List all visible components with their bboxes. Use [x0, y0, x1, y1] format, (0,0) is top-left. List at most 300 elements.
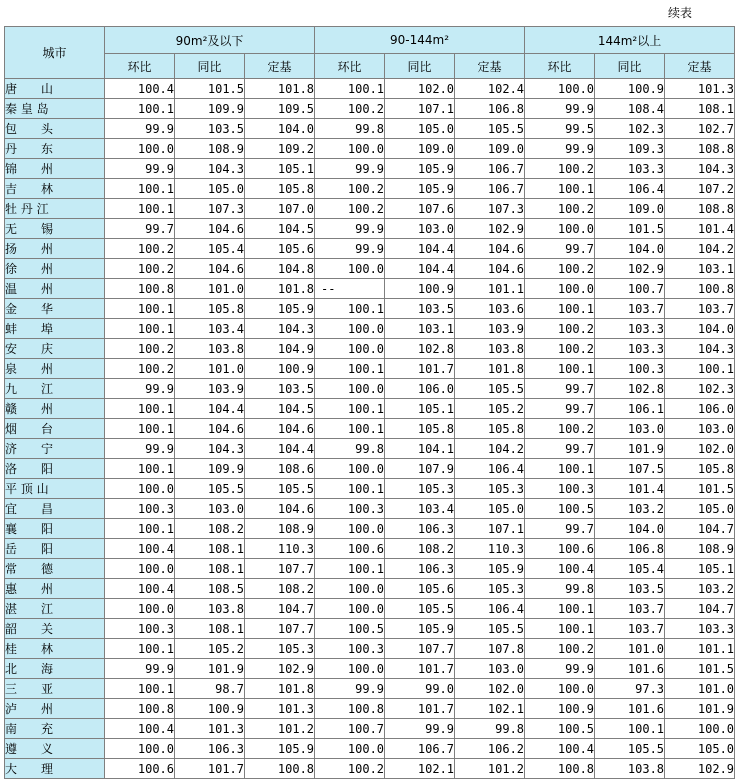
- value-cell: 100.0: [315, 599, 385, 619]
- table-row: [5, 99, 735, 119]
- value-cell: 105.5: [245, 479, 315, 499]
- value-cell: 101.9: [665, 699, 735, 719]
- value-cell: 107.7: [245, 559, 315, 579]
- table-row: [5, 639, 735, 659]
- value-cell: 100.1: [525, 459, 595, 479]
- value-cell: 104.5: [245, 399, 315, 419]
- value-cell: 101.3: [245, 699, 315, 719]
- value-cell: 101.1: [665, 639, 735, 659]
- value-cell: 108.9: [665, 539, 735, 559]
- value-cell: 102.7: [665, 119, 735, 139]
- value-cell: 100.0: [105, 739, 175, 759]
- value-cell: 104.6: [175, 419, 245, 439]
- value-cell: 103.8: [175, 599, 245, 619]
- value-cell: 100.6: [105, 759, 175, 779]
- table-row: [5, 579, 735, 599]
- table-row: [5, 139, 735, 159]
- value-cell: 100.1: [315, 419, 385, 439]
- value-cell: 108.1: [175, 539, 245, 559]
- value-cell: 101.7: [385, 699, 455, 719]
- value-cell: 105.3: [455, 579, 525, 599]
- value-cell: 100.2: [525, 339, 595, 359]
- value-cell: 100.4: [105, 79, 175, 99]
- table-row: [5, 239, 735, 259]
- city-cell: 徐 州: [5, 259, 105, 279]
- city-cell: 吉 林: [5, 179, 105, 199]
- value-cell: 106.3: [385, 559, 455, 579]
- value-cell: 106.3: [385, 519, 455, 539]
- value-cell: 100.1: [315, 559, 385, 579]
- city-cell: 惠 州: [5, 579, 105, 599]
- value-cell: 105.8: [665, 459, 735, 479]
- value-cell: 100.2: [315, 199, 385, 219]
- value-cell: 107.1: [385, 99, 455, 119]
- table-row: [5, 419, 735, 439]
- value-cell: 100.1: [315, 359, 385, 379]
- value-cell: 102.1: [455, 699, 525, 719]
- value-cell: 103.1: [665, 259, 735, 279]
- value-cell: 100.6: [525, 539, 595, 559]
- value-cell: 103.9: [455, 319, 525, 339]
- value-cell: 100.1: [315, 479, 385, 499]
- value-cell: 104.6: [455, 259, 525, 279]
- city-cell: 宜 昌: [5, 499, 105, 519]
- value-cell: 103.3: [665, 619, 735, 639]
- value-cell: 101.7: [385, 359, 455, 379]
- value-cell: 105.0: [455, 499, 525, 519]
- value-cell: 101.8: [245, 679, 315, 699]
- value-cell: 99.7: [525, 379, 595, 399]
- value-cell: 99.7: [525, 439, 595, 459]
- value-cell: 99.0: [385, 679, 455, 699]
- table-row: [5, 279, 735, 299]
- table-row: [5, 619, 735, 639]
- value-cell: 109.0: [595, 199, 665, 219]
- city-cell: 包 头: [5, 119, 105, 139]
- value-cell: 104.3: [665, 159, 735, 179]
- value-cell: 101.4: [595, 479, 665, 499]
- city-cell: 牡 丹 江: [5, 199, 105, 219]
- city-cell: 北 海: [5, 659, 105, 679]
- value-cell: 105.5: [455, 619, 525, 639]
- value-cell: 100.3: [525, 479, 595, 499]
- value-cell: 100.2: [105, 339, 175, 359]
- value-cell: 103.4: [175, 319, 245, 339]
- table-row: [5, 479, 735, 499]
- value-cell: 104.7: [665, 599, 735, 619]
- value-cell: 100.0: [525, 679, 595, 699]
- value-cell: 99.7: [525, 239, 595, 259]
- value-cell: 102.8: [385, 339, 455, 359]
- value-cell: 100.1: [105, 679, 175, 699]
- table-row: [5, 539, 735, 559]
- value-cell: 100.0: [315, 339, 385, 359]
- value-cell: 102.9: [455, 219, 525, 239]
- value-cell: 99.8: [315, 439, 385, 459]
- sub-header-base: 定基: [665, 54, 735, 79]
- table-row: [5, 759, 735, 779]
- city-cell: 唐 山: [5, 79, 105, 99]
- table-row: [5, 259, 735, 279]
- value-cell: 106.7: [455, 179, 525, 199]
- value-cell: 101.3: [175, 719, 245, 739]
- table-row: [5, 299, 735, 319]
- sub-header-yoy: 同比: [175, 54, 245, 79]
- value-cell: 106.1: [595, 399, 665, 419]
- value-cell: 102.3: [595, 119, 665, 139]
- value-cell: 101.2: [245, 719, 315, 739]
- value-cell: 105.5: [595, 739, 665, 759]
- value-cell: 104.9: [245, 339, 315, 359]
- value-cell: 100.0: [315, 259, 385, 279]
- value-cell: 100.1: [595, 719, 665, 739]
- value-cell: 100.9: [175, 699, 245, 719]
- value-cell: 100.0: [315, 579, 385, 599]
- value-cell: 104.3: [665, 339, 735, 359]
- value-cell: 102.0: [665, 439, 735, 459]
- value-cell: 99.7: [105, 219, 175, 239]
- city-cell: 烟 台: [5, 419, 105, 439]
- value-cell: 105.8: [385, 419, 455, 439]
- sub-header-yoy: 同比: [595, 54, 665, 79]
- city-cell: 韶 关: [5, 619, 105, 639]
- value-cell: 100.9: [525, 699, 595, 719]
- city-cell: 遵 义: [5, 739, 105, 759]
- value-cell: 105.6: [385, 579, 455, 599]
- value-cell: 107.6: [385, 199, 455, 219]
- value-cell: 101.8: [245, 79, 315, 99]
- value-cell: 99.9: [315, 239, 385, 259]
- value-cell: 101.0: [175, 279, 245, 299]
- value-cell: 100.2: [105, 239, 175, 259]
- value-cell: 100.2: [525, 319, 595, 339]
- value-cell: 100.0: [315, 379, 385, 399]
- value-cell: 105.0: [385, 119, 455, 139]
- value-cell: 105.1: [665, 559, 735, 579]
- value-cell: 108.1: [175, 559, 245, 579]
- value-cell: 108.6: [245, 459, 315, 479]
- value-cell: 103.3: [595, 159, 665, 179]
- value-cell: 100.1: [105, 399, 175, 419]
- value-cell: 106.7: [455, 159, 525, 179]
- value-cell: 107.8: [455, 639, 525, 659]
- value-cell: 103.7: [595, 619, 665, 639]
- value-cell: 100.0: [525, 279, 595, 299]
- value-cell: 103.2: [595, 499, 665, 519]
- value-cell: 103.5: [595, 579, 665, 599]
- value-cell: 105.0: [175, 179, 245, 199]
- group-header-medium: 90-144m²: [315, 27, 525, 54]
- value-cell: 107.5: [595, 459, 665, 479]
- value-cell: 100.3: [105, 619, 175, 639]
- value-cell: 105.4: [175, 239, 245, 259]
- value-cell: 104.2: [665, 239, 735, 259]
- value-cell: 101.5: [665, 479, 735, 499]
- value-cell: 100.0: [315, 659, 385, 679]
- value-cell: 108.1: [665, 99, 735, 119]
- value-cell: 104.7: [665, 519, 735, 539]
- city-cell: 湛 江: [5, 599, 105, 619]
- value-cell: 104.6: [175, 219, 245, 239]
- value-cell: 100.0: [315, 139, 385, 159]
- value-cell: 101.5: [665, 659, 735, 679]
- value-cell: 99.7: [525, 519, 595, 539]
- value-cell: 102.0: [385, 79, 455, 99]
- value-cell: 100.5: [525, 499, 595, 519]
- value-cell: 100.8: [245, 759, 315, 779]
- value-cell: 104.0: [665, 319, 735, 339]
- value-cell: 108.9: [175, 139, 245, 159]
- value-cell: 100.8: [525, 759, 595, 779]
- value-cell: 99.8: [455, 719, 525, 739]
- value-cell: 100.4: [525, 739, 595, 759]
- value-cell: 100.1: [525, 599, 595, 619]
- value-cell: 104.4: [385, 239, 455, 259]
- value-cell: 105.2: [175, 639, 245, 659]
- continued-note: 续表: [668, 6, 693, 20]
- table-row: [5, 739, 735, 759]
- city-cell: 平 顶 山: [5, 479, 105, 499]
- value-cell: 106.0: [385, 379, 455, 399]
- value-cell: 100.1: [105, 459, 175, 479]
- city-cell: 南 充: [5, 719, 105, 739]
- value-cell: 105.9: [245, 299, 315, 319]
- value-cell: 105.1: [245, 159, 315, 179]
- table-row: [5, 439, 735, 459]
- value-cell: 109.9: [175, 99, 245, 119]
- value-cell: 100.0: [105, 479, 175, 499]
- value-cell: 108.2: [385, 539, 455, 559]
- sub-header-mom: 环比: [525, 54, 595, 79]
- city-column-header: 城市: [5, 27, 105, 79]
- value-cell: 105.9: [245, 739, 315, 759]
- value-cell: 102.9: [665, 759, 735, 779]
- value-cell: 100.0: [105, 559, 175, 579]
- value-cell: 101.5: [595, 219, 665, 239]
- value-cell: 99.8: [315, 119, 385, 139]
- value-cell: 103.6: [455, 299, 525, 319]
- value-cell: 100.3: [105, 499, 175, 519]
- value-cell: 106.7: [385, 739, 455, 759]
- value-cell: 100.2: [525, 159, 595, 179]
- table-row: [5, 679, 735, 699]
- city-cell: 无 锡: [5, 219, 105, 239]
- city-cell: 温 州: [5, 279, 105, 299]
- value-cell: 103.2: [665, 579, 735, 599]
- sub-header-mom: 环比: [105, 54, 175, 79]
- value-cell: 99.5: [525, 119, 595, 139]
- group-header-large: 144m²以上: [525, 27, 735, 54]
- value-cell: 100.1: [105, 319, 175, 339]
- value-cell: 100.2: [525, 419, 595, 439]
- value-cell: 109.5: [245, 99, 315, 119]
- sub-header-base: 定基: [455, 54, 525, 79]
- value-cell: 100.0: [105, 599, 175, 619]
- value-cell: --: [315, 279, 385, 299]
- value-cell: 105.5: [455, 119, 525, 139]
- value-cell: 104.4: [175, 399, 245, 419]
- value-cell: 110.3: [245, 539, 315, 559]
- value-cell: 100.4: [105, 719, 175, 739]
- value-cell: 100.1: [105, 519, 175, 539]
- value-cell: 103.8: [455, 339, 525, 359]
- value-cell: 103.0: [455, 659, 525, 679]
- sub-header-yoy: 同比: [385, 54, 455, 79]
- table-row: [5, 119, 735, 139]
- value-cell: 101.7: [385, 659, 455, 679]
- value-cell: 99.7: [525, 399, 595, 419]
- value-cell: 102.4: [455, 79, 525, 99]
- value-cell: 110.3: [455, 539, 525, 559]
- value-cell: 103.7: [665, 299, 735, 319]
- table-row: [5, 219, 735, 239]
- value-cell: 103.7: [595, 299, 665, 319]
- value-cell: 100.2: [315, 759, 385, 779]
- value-cell: 100.1: [105, 179, 175, 199]
- value-cell: 100.3: [315, 499, 385, 519]
- value-cell: 105.9: [455, 559, 525, 579]
- value-cell: 101.1: [455, 279, 525, 299]
- value-cell: 100.9: [595, 79, 665, 99]
- value-cell: 100.3: [315, 639, 385, 659]
- value-cell: 100.1: [665, 359, 735, 379]
- value-cell: 103.5: [175, 119, 245, 139]
- value-cell: 101.6: [595, 659, 665, 679]
- value-cell: 101.9: [175, 659, 245, 679]
- value-cell: 100.9: [385, 279, 455, 299]
- value-cell: 103.3: [595, 319, 665, 339]
- table-row: [5, 319, 735, 339]
- group-header-small: 90m²及以下: [105, 27, 315, 54]
- table-row: [5, 179, 735, 199]
- value-cell: 103.0: [175, 499, 245, 519]
- value-cell: 100.7: [595, 279, 665, 299]
- value-cell: 104.3: [175, 439, 245, 459]
- value-cell: 100.8: [105, 279, 175, 299]
- value-cell: 103.8: [595, 759, 665, 779]
- value-cell: 104.3: [175, 159, 245, 179]
- value-cell: 100.4: [105, 539, 175, 559]
- value-cell: 108.5: [175, 579, 245, 599]
- table-row: [5, 519, 735, 539]
- value-cell: 100.9: [245, 359, 315, 379]
- value-cell: 104.5: [245, 219, 315, 239]
- value-cell: 100.1: [105, 99, 175, 119]
- value-cell: 105.9: [385, 619, 455, 639]
- value-cell: 108.4: [595, 99, 665, 119]
- value-cell: 100.0: [315, 739, 385, 759]
- value-cell: 97.3: [595, 679, 665, 699]
- value-cell: 100.1: [315, 399, 385, 419]
- table-row: [5, 399, 735, 419]
- value-cell: 104.2: [455, 439, 525, 459]
- city-cell: 大 理: [5, 759, 105, 779]
- value-cell: 98.7: [175, 679, 245, 699]
- value-cell: 101.2: [455, 759, 525, 779]
- value-cell: 106.3: [175, 739, 245, 759]
- value-cell: 100.8: [665, 279, 735, 299]
- value-cell: 100.0: [105, 139, 175, 159]
- value-cell: 101.7: [175, 759, 245, 779]
- table-row: [5, 699, 735, 719]
- value-cell: 100.5: [525, 719, 595, 739]
- value-cell: 100.1: [105, 199, 175, 219]
- value-cell: 105.6: [245, 239, 315, 259]
- value-cell: 107.3: [175, 199, 245, 219]
- table-row: [5, 379, 735, 399]
- value-cell: 100.8: [315, 699, 385, 719]
- value-cell: 100.2: [105, 359, 175, 379]
- value-cell: 108.2: [245, 579, 315, 599]
- value-cell: 100.1: [315, 79, 385, 99]
- value-cell: 108.8: [665, 139, 735, 159]
- value-cell: 106.4: [455, 459, 525, 479]
- value-cell: 100.1: [105, 419, 175, 439]
- value-cell: 109.0: [455, 139, 525, 159]
- value-cell: 105.9: [385, 159, 455, 179]
- value-cell: 103.7: [595, 599, 665, 619]
- city-cell: 济 宁: [5, 439, 105, 459]
- value-cell: 104.0: [595, 239, 665, 259]
- city-cell: 桂 林: [5, 639, 105, 659]
- value-cell: 100.3: [595, 359, 665, 379]
- city-cell: 三 亚: [5, 679, 105, 699]
- value-cell: 100.1: [525, 619, 595, 639]
- value-cell: 105.9: [385, 179, 455, 199]
- value-cell: 101.6: [595, 699, 665, 719]
- table-row: [5, 359, 735, 379]
- value-cell: 100.2: [525, 639, 595, 659]
- value-cell: 102.8: [595, 379, 665, 399]
- value-cell: 99.9: [105, 119, 175, 139]
- value-cell: 101.4: [665, 219, 735, 239]
- value-cell: 104.6: [245, 419, 315, 439]
- value-cell: 100.2: [315, 99, 385, 119]
- value-cell: 103.4: [385, 499, 455, 519]
- value-cell: 109.0: [385, 139, 455, 159]
- value-cell: 100.1: [525, 179, 595, 199]
- value-cell: 100.0: [525, 79, 595, 99]
- value-cell: 102.9: [245, 659, 315, 679]
- value-cell: 107.1: [455, 519, 525, 539]
- value-cell: 105.3: [245, 639, 315, 659]
- value-cell: 100.2: [525, 259, 595, 279]
- value-cell: 101.8: [455, 359, 525, 379]
- value-cell: 101.8: [245, 279, 315, 299]
- table-row: [5, 199, 735, 219]
- city-cell: 锦 州: [5, 159, 105, 179]
- value-cell: 100.4: [525, 559, 595, 579]
- value-cell: 102.3: [665, 379, 735, 399]
- table-row: [5, 719, 735, 739]
- value-cell: 104.4: [385, 259, 455, 279]
- value-cell: 99.9: [525, 139, 595, 159]
- value-cell: 103.0: [595, 419, 665, 439]
- table-row: [5, 339, 735, 359]
- table-row: [5, 159, 735, 179]
- value-cell: 105.5: [175, 479, 245, 499]
- value-cell: 104.6: [175, 259, 245, 279]
- value-cell: 109.2: [245, 139, 315, 159]
- value-cell: 105.3: [455, 479, 525, 499]
- value-cell: 107.2: [665, 179, 735, 199]
- table-row: [5, 79, 735, 99]
- value-cell: 108.9: [245, 519, 315, 539]
- city-cell: 扬 州: [5, 239, 105, 259]
- value-cell: 105.8: [455, 419, 525, 439]
- value-cell: 100.2: [105, 259, 175, 279]
- city-cell: 丹 东: [5, 139, 105, 159]
